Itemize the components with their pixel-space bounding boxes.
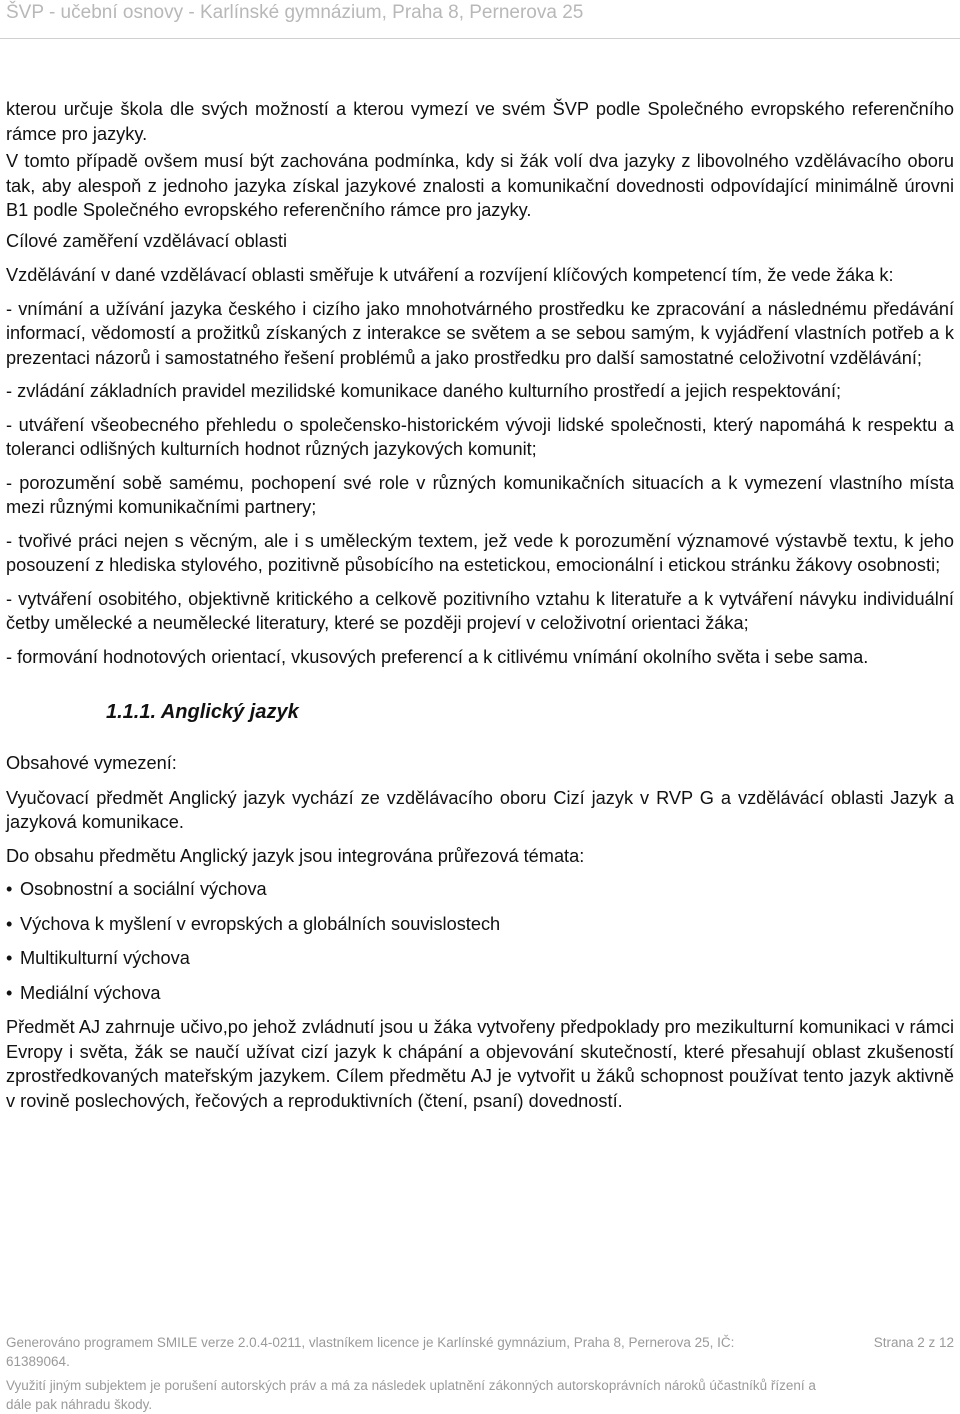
section-label-goals: Cílové zaměření vzdělávací oblasti [6, 230, 288, 251]
page-header-title: ŠVP - učební osnovy - Karlínské gymnázium, Praha 8, Pernerova 25 [6, 2, 584, 23]
footer-generated-row [6, 1333, 954, 1373]
topic-label: Výchova k myšlení v evropských a globálních souvislostech [20, 913, 501, 934]
bullet-icon: • [6, 948, 13, 968]
footer-copyright: Využití jiným subjektem je porušení autorských práv a má za následek uplatnění zákonných autorskoprávních nároků účastníků řízení a dále pak náhradu škody. [6, 1378, 816, 1412]
goal-item-7: - formování hodnotových orientací, vkusových preferencí a k citlivému vnímání okolního světa i sebe sama. [6, 646, 869, 667]
paragraph-language-condition: V tomto případě ovšem musí být zachována podmínka, kdy si žák volí dva jazyky z libovolného vzdělávacího oboru tak, aby alespoň z jednoho jazyka získal jazykové znalosti a komunikační dovednosti odpovídající minimálně úrovni B1 podle Společného evropského referenčního rámce pro jazyky. [6, 151, 954, 220]
list-item [6, 981, 954, 1006]
goal-item-5: - tvořivé práci nejen s věcným, ale i s uměleckým textem, jež vede k porozumění významové výstavbě textu, k jeho posouzení z hlediska stylového, pozitivně působícího na estetickou, emocionální i etickou stránku žákovy osobnosti; [6, 530, 954, 575]
goal-item-4: - porozumění sobě samému, pochopení své role v různých komunikačních situacích a k vymezení vlastního místa mezi různými komunikačními partnery; [6, 472, 954, 517]
bullet-icon: • [6, 879, 13, 899]
topic-label: Osobnostní a sociální výchova [20, 879, 267, 899]
paragraph-goals-intro: Vzdělávání v dané vzdělávací oblasti směřuje k utváření a rozvíjení klíčových kompetencí tím, že vede žáka k: [6, 265, 894, 285]
bullet-icon: • [6, 913, 13, 934]
paragraph-subject-origin: Vyučovací předmět Anglický jazyk vychází ze vzdělávacího oboru Cizí jazyk v RVP G a vzdělávácí oblasti Jazyk a jazyková komunikace. [6, 787, 954, 832]
page-footer [6, 1333, 954, 1414]
list-item [6, 912, 954, 937]
paragraph-topics-intro: Do obsahu předmětu Anglický jazyk jsou integrována průřezová témata: [6, 845, 585, 866]
goal-item-2: - zvládání základních pravidel mezilidské komunikace daného kulturního prostředí a jejich respektování; [6, 381, 842, 401]
document-body [6, 97, 954, 1122]
topics-list [6, 877, 954, 1005]
section-heading-english: 1.1.1. Anglický jazyk [106, 701, 299, 723]
header-divider [0, 38, 960, 39]
goal-item-1: - vnímání a užívání jazyka českého i cizího jako mnohotvárného prostředku ke zpracování a následnému předávání informací, vědomostí a prožitků získaných z interakce se světem a se sebou samým, k vyjádření vlastních potřeb a k prezentaci názorů i samostatného řešení problémů a jako prostředku pro další samostatné celoživotní vzdělávání; [6, 298, 954, 368]
goal-item-6: - vytváření osobitého, objektivně kritického a celkově pozitivního vztahu k literatuře a k vytváření návyku individuální četby umělecké a neumělecké literatury, které se později projeví v celoživotní orientaci žáka; [6, 588, 954, 633]
topic-label: Multikulturní výchova [20, 948, 190, 968]
footer-generated-text: Generováno programem SMILE verze 2.0.4-0211, vlastníkem licence je Karlínské gymnázium, Praha 8, Pernerova 25, IČ: 61389064. [6, 1335, 735, 1369]
list-item [6, 877, 954, 902]
topic-label: Mediální výchova [20, 982, 161, 1003]
paragraph-continuation: kterou určuje škola dle svých možností a kterou vymezí ve svém ŠVP podle Společného evropského referenčního rámce pro jazyky. [6, 99, 954, 144]
section-label-content: Obsahové vymezení: [6, 753, 177, 773]
bullet-icon: • [6, 982, 13, 1003]
paragraph-subject-goals: Předmět AJ zahrnuje učivo,po jehož zvládnutí jsou u žáka vytvořeny předpoklady pro mezikulturní komunikaci v rámci Evropy i světa, žák se naučí užívat cizí jazyk k chápání a objevování skutečností, které přesahují oblast zkušeností zprostředkovaných mateřským jazykem. Cílem předmětu AJ je vytvořit u žáků schopnost používat tento jazyk aktivně v rovině poslechových, řečových a reproduktivních (čtení, psaní) dovedností. [6, 1017, 954, 1111]
goal-item-3: - utváření všeobecného přehledu o společensko-historickém vývoji lidské společnosti, který napomáhá k respektu a toleranci odlišných kulturních hodnot různých jazykových komunit; [6, 414, 954, 459]
page-number: Strana 2 z 12 [873, 1335, 954, 1350]
list-item [6, 946, 954, 971]
